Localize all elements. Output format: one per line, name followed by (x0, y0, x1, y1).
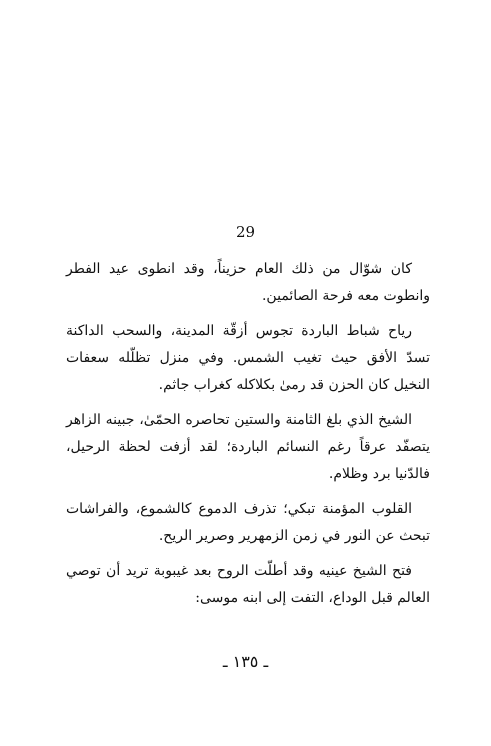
body-text (66, 256, 430, 620)
page-number: ـ ١٣٥ ـ (222, 652, 269, 671)
paragraph-4: القلوب المؤمنة تبكي؛ تذرف الدموع كالشموع، والفراشات تبحث عن النور في زمن الزمهرير وصرير الريح. (66, 501, 430, 544)
paragraph-3: الشيخ الذي بلغ الثامنة والستين تحاصره الحمّىٰ، جبينه الزاهر يتصفّد عرقاً رغم النسائم الباردة؛ لقد أزفت لحظة الرحيل، فالدّنيا برد وظلام. (66, 412, 430, 482)
paragraph-1: كان شوّال من ذلك العام حزيناً، وقد انطوى عيد الفطر وانطوت معه فرحة الصائمين. (66, 261, 430, 304)
paragraph-5: فتح الشيخ عينيه وقد أطلّت الروح بعد غيبوبة تريد أن توصي العالم قبل الوداع، التفت إلى ابنه موسى: (66, 563, 430, 606)
section-number: 29 (235, 223, 256, 241)
paragraph-2: رياح شباط الباردة تجوس أزقّة المدينة، والسحب الداكنة تسدّ الأفق حيث تغيب الشمس. وفي منزل تظلّله سعفات النخيل كان الحزن قد رمىٰ بكلاكله كغراب جاثم. (66, 323, 430, 393)
